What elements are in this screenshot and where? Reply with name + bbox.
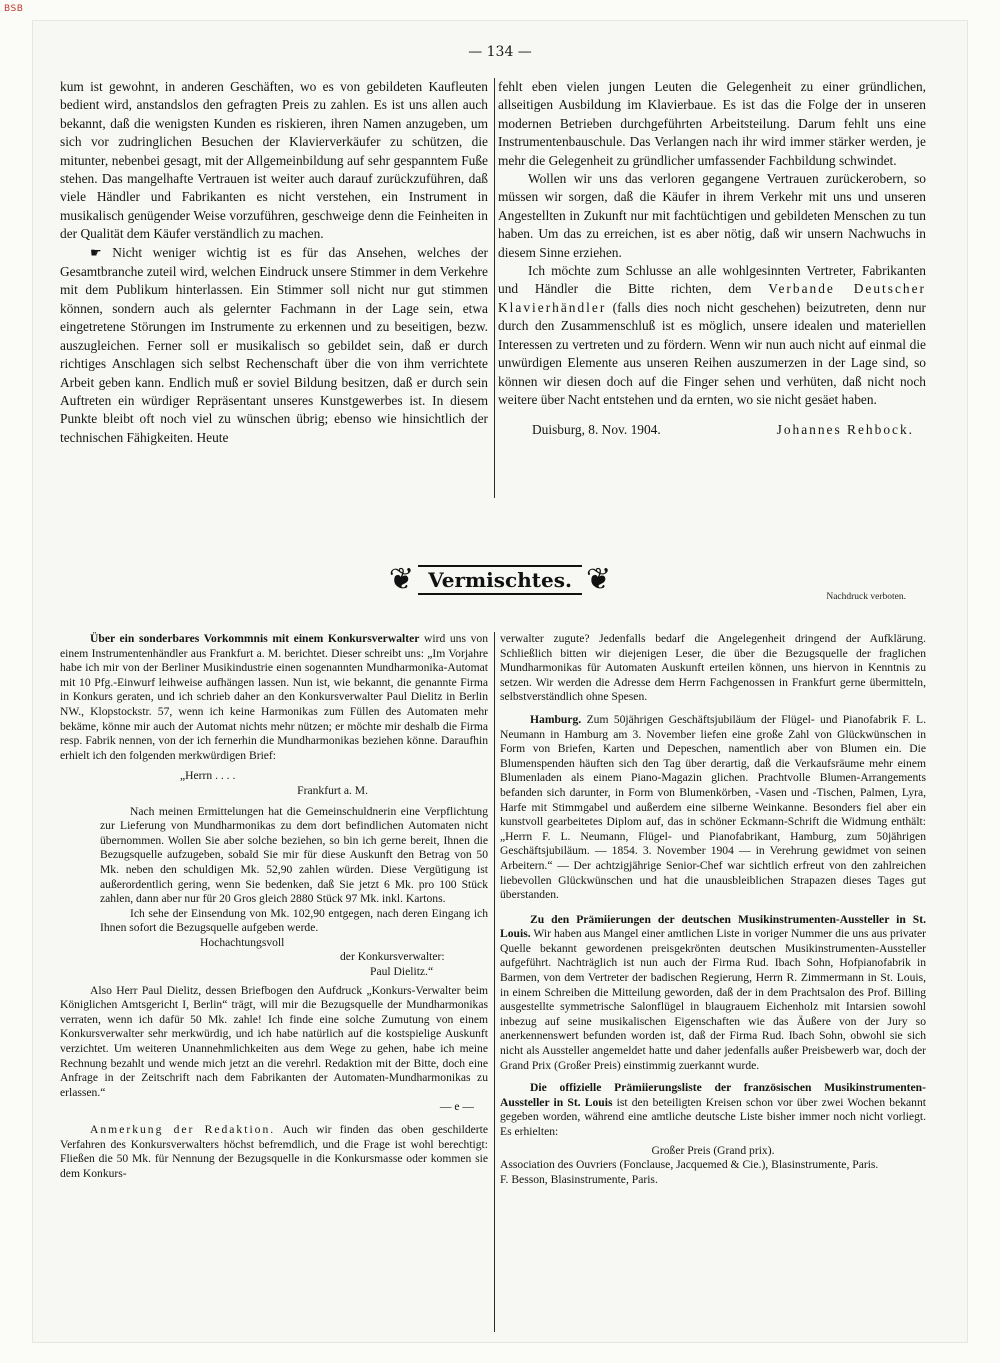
prize-entry: Association des Ouvriers (Fonclause, Jacquemed & Cie.), Blasinstrumente, Paris. xyxy=(500,1158,879,1172)
letter-signer: Paul Dielitz.“ xyxy=(370,965,434,979)
signature-line xyxy=(498,421,926,439)
section-title: Vermischtes. xyxy=(418,565,582,595)
article-heading: Zu den Prämiierungen der deutschen Musikinstrumenten-Aussteller in St. Louis. xyxy=(500,912,926,941)
paragraph-text: Zum 50jährigen Geschäftsjubiläum der Flügel- und Pianofabrik F. L. Neumann in Hamburg am 3. November liefen eine große Zahl von Glückwünschen in Form von Briefen, Karten und Depeschen, namentlich aber von Blumen ein. Die Blumenspenden häuften sich den Tag über derartig, daß die Verkaufsräume mehr einem Blumenladen als einem Piano-Magazin glichen. Prachtvolle Blumen-Arrangements befanden sich darunter, in Form von Blumenkörben, -Vasen und -Tischen, Palmen, Lyra, Harfe mit Stimmgabel und außerdem eine silberne Weinkanne. Besonders fiel aber ein kunstvoll gearbeitetes Diplom auf, das in schöner Eckmann-Schrift die Widmung enthält: „Herrn F. L. Neumann, Flügel- und Pianofabrikant, Hamburg, zum 50jährigen Geschäftsjubiläum. — 1854. 3. November 1904 — in Verehrung gewidmet von seinen Arbeitern.“ — Der achtzigjährige Senior-Chef war sichtlich erfreut von den zahlreichen liebevollen Glückwünschen und hat die unausbleiblichen Strapazen dieses Tages gut überstanden. xyxy=(500,712,926,902)
letter-paragraph: Ich sehe der Einsendung von Mk. 102,90 entgegen, nach deren Eingang ich Ihnen sofort die Bezugsquelle aufgeben werde. xyxy=(100,906,488,935)
paragraph xyxy=(500,913,926,1074)
prize-entry: F. Besson, Blasinstrumente, Paris. xyxy=(500,1172,658,1186)
paragraph: verwalter zugute? Jedenfalls bedarf die Angelegenheit dringend der Aufklärung. Schließlich bitten wir diejenigen Leser, die über die Bezugsquelle der fraglichen Mundharmonikas für Automaten Auskunft erteilen können, uns hiervon in Kenntnis zu setzen. Wir werden die Adresse dem Herrn Fachgenossen in Frankfurt gerne übermitteln, selbstverständlich ohne Spesen. xyxy=(500,632,926,704)
letter-city: Frankfurt a. M. xyxy=(297,783,368,797)
paragraph xyxy=(500,1081,926,1139)
article-heading: Hamburg. xyxy=(530,712,582,726)
paragraph xyxy=(60,632,488,763)
letter-closing: Hochachtungsvoll xyxy=(200,935,285,949)
prize-category: Großer Preis (Grand prix). xyxy=(651,1143,775,1157)
ornament-right-icon: ❦ xyxy=(585,562,612,597)
bottom-left-column xyxy=(60,632,488,1181)
paragraph-text: (falls dies noch nicht geschehen) beizutreten, denn nur durch den Zusammenschluß ist es möglich, unsere idealen und materiellen Interessen zu vertreten und zu fördern. Wenn wir nun auch nicht auf einmal die unwürdigen Elemente aus unseren Reihen auszumerzen in der Lage sind, so können wir diesen doch auf die Finger sehen und verhüten, daß nicht noch weitere über Nacht entstehen und da ernten, wo sie nicht gesäet haben. xyxy=(498,299,926,407)
paragraph: Also Herr Paul Dielitz, dessen Briefbogen den Aufdruck „Konkurs-Verwalter beim Königlichen Amtsgericht I, Berlin“ trägt, will mir die Bezugsquelle der Mundharmonikas verraten, wenn ich dafür 50 Mk. zahle! Ich finde eine solche Zumutung von einem Konkursverwalter sehr merkwürdig, und ich habe natürlich auf die kostspielige Auskunft verzichtet. Um weiteren Unannehmlichkeiten aus dem Wege zu gehen, habe ich meine Rechnung bezahlt und wende mich jetzt an die verehrl. Redaktion mit der Bitte, doch eine Anfrage in der Zeitschrift nach dem Fabrikanten der Automaten-Mundharmonikas zu erlassen.“ xyxy=(60,983,488,1099)
signature-place-date: Duisburg, 8. Nov. 1904. xyxy=(532,422,661,438)
paragraph xyxy=(60,244,488,447)
paragraph: kum ist gewohnt, in anderen Geschäften, wo es von gebildeten Kaufleuten bedient wird, anstandslos den gefragten Preis zu zahlen. Es ist uns allen auch bekannt, daß die wenigsten Kunden es riskieren, ihren Namen anzugeben, um sich vor zudringlichen Besuchen der Klavierverkäufer zu schützen, die mitunter, nebenbei gesagt, mit der Allgemeinbildung auf sehr gespanntem Fuße stehen. Das mangelhafte Vertrauen ist weiter auch darauf zurückzuführen, daß viele Händler und Fabrikanten es nicht verstehen, ein Instrument in musikalisch genügender Weise vorzuführen, geschweige denn die Feinheiten in der Qualität dem Käufer verständlich zu machen. xyxy=(60,79,488,242)
ornament-left-icon: ❦ xyxy=(388,562,415,597)
bottom-right-column xyxy=(500,632,926,1187)
letter-paragraph: Nach meinen Ermittelungen hat die Gemeinschuldnerin eine Verpflichtung zur Lieferung von Mundharmonikas zu dem dort befindlichen Automaten nicht übernommen. Wollen Sie aber solche beziehen, so bin ich gerne bereit, Ihnen die Bezugsquelle aufzugeben, sobald Sie mir für diese Auskunft den Betrag von 50 Mk. neben den schuldigen Mk. 52,90 zahlen würden. Diese Vergütigung ist außerordentlich gering, wenn Sie bedenken, daß Sie jetzt 6 Mk. pro 100 Stück zahlen, dann aber nur für 20 Gros gleich 2880 Stück 97 Mk. inkl. Kartons. xyxy=(100,804,488,906)
paragraph xyxy=(500,713,926,903)
paragraph-text: Auch wir finden das oben geschilderte Verfahren des Konkursverwalters höchst befremdlich, und die Frage ist wohl berechtigt: Fließen die 50 Mk. für Nennung der Bezugsquelle in die Konkursmasse oder kommen sie dem Konkurs- xyxy=(60,1123,488,1180)
paragraph xyxy=(498,262,926,409)
editorial-note-label: Anmerkung der Redaktion. xyxy=(90,1123,276,1136)
column-divider xyxy=(494,632,495,1332)
paragraph: Wollen wir uns das verloren gegangene Vertrauen zurückerobern, so müssen wir sorgen, daß die Käufer in ihrem Verkehr mit uns und unseren Angestellten in Zukunft nur mit fachtüchtigen und gebildeten Menschen zu tun haben. Um das zu erreichen, ist es aber nötig, daß wir unsern Nachwuchs in diesem Sinne erziehen. xyxy=(498,171,926,260)
section-banner xyxy=(300,560,700,600)
paragraph-text: ist den beteiligten Kreisen schon vor über zwei Wochen bekannt gegeben worden, während eine amtliche deutsche Liste bisher immer noch nicht vorliegt. Es erhielten: xyxy=(500,1095,926,1138)
page-number: — 134 — xyxy=(468,44,532,60)
article-heading: Die offizielle Prämiierungsliste der französischen Musikinstrumenten-Aussteller in St. Louis xyxy=(500,1081,926,1109)
signature-name: Johannes Rehbock. xyxy=(776,422,914,438)
association-name: Verbande Deutscher Klavierhändler xyxy=(498,281,926,315)
top-left-column xyxy=(60,78,488,447)
pointing-hand-icon: ☛ xyxy=(90,245,102,261)
article-heading: Über ein sonderbares Vorkommnis mit einem Konkursverwalter xyxy=(90,632,420,645)
paragraph-text: Ich möchte zum Schlusse an alle wohlgesinnten Vertreter, Fabrikanten und Händler die Bitte richten, dem xyxy=(498,263,926,297)
column-divider xyxy=(494,78,495,498)
paragraph xyxy=(60,1123,488,1181)
article-author: — e — xyxy=(439,1100,474,1114)
letter-salutation: „Herrn . . . . xyxy=(180,769,236,783)
reprint-notice: Nachdruck verboten. xyxy=(826,592,906,602)
paragraph-text: Wir haben aus Mangel einer amtlichen Liste in voriger Nummer die uns aus privater Quelle bekannt gewordenen preisgekrönten deutschen Musikinstrumenten-Aussteller aufgeführt. Nachträglich ist nun auch der Firma Rud. Ibach Sohn, Hofpianofabrik in Barmen, von dem Vertreter der badischen Regierung, Herrn R. Zimmermann in St. Louis, in einem Schreiben die Mitteilung geworden, daß der in dem Prachtsalon des Prof. Billing ausgestellte symmetrische Salonflügel in blaugrauem Eichenholz mit Intarsien sowohl inbezug auf seine musikalischen Eigenschaften wie das Äußere von der Jury so anerkennenswert befunden worden ist, daß der Firma Rud. Ibach Sohn, obwohl sie sich nicht als Aussteller angemeldet hatte und daher jedenfalls außer Preisbewerb war, doch der Grand Prix (Großer Preis) einstimmig zuerkannt wurde. xyxy=(500,927,926,1072)
library-watermark: BSB xyxy=(4,4,24,14)
paragraph: fehlt eben vielen jungen Leuten die Gelegenheit zu einer gründlichen, allseitigen Ausbildung im Klavierbaue. Es ist das die Folge der in unseren modernen Betrieben durchgeführten Arbeitsteilung. Darum fehlt uns eine Instrumentenbauschule. Das Verlangen nach ihr wird immer stärker werden, je mehr die Gelegenheit zu gründlicher umfassender Fachbildung schwindet. xyxy=(498,79,926,168)
top-right-column xyxy=(498,78,926,440)
paragraph-text: wird uns von einem Instrumentenhändler aus Frankfurt a. M. berichtet. Dieser schreibt uns: „Im Vorjahre habe ich mir von der Berliner Musikindustrie einen sogenannten Mundharmonika-Automat mit 10 Pfg.-Einwurf leihweise aufhängen lassen. Nun ist, wie bekannt, die genannte Firma in Konkurs geraten, und ich schrieb daher an den Konkursverwalter Paul Dielitz in Berlin NW., Klopstockstr. 57, wenn ich keine Harmonikas zum Füllen des Automaten mehr bekäme, könne mir auch der Automat nichts mehr nützen; er möchte mir deshalb die Firma resp. Fabrik nennen, von der ich fernerhin die Mundharmonikas beziehen könne. Daraufhin erhielt ich den folgenden merkwürdigen Brief: xyxy=(60,632,488,762)
letter-signer-role: der Konkursverwalter: xyxy=(340,950,445,964)
quoted-letter xyxy=(60,769,488,979)
paragraph-text: Nicht weniger wichtig ist es für das Ansehen, welches der Gesamtbranche zuteil wird, welchen Eindruck unsere Stimmer in dem Verkehre mit dem Publikum hinterlassen. Ein Stimmer soll nicht nur gut stimmen können, sondern auch als gelernter Fachmann in der Lage sein, etwa eingetretene Störungen im Instrumente zu erkennen und zu beseitigen, bezw. auszugleichen. Ferner soll er musikalisch so gebildet sein, daß er durch richtiges Anschlagen sich selbst Rechenschaft über die von ihm verrichtete Arbeit geben kann. Endlich muß er soviel Bildung besitzen, daß er durch sein Auftreten ein würdiger Repräsentant unseres Kunstgewerbes ist. In diesem Punkte bleibt oft noch viel zu wünschen übrig; ebenso wie hinsichtlich der technischen Fähigkeiten. Heute xyxy=(60,244,488,445)
